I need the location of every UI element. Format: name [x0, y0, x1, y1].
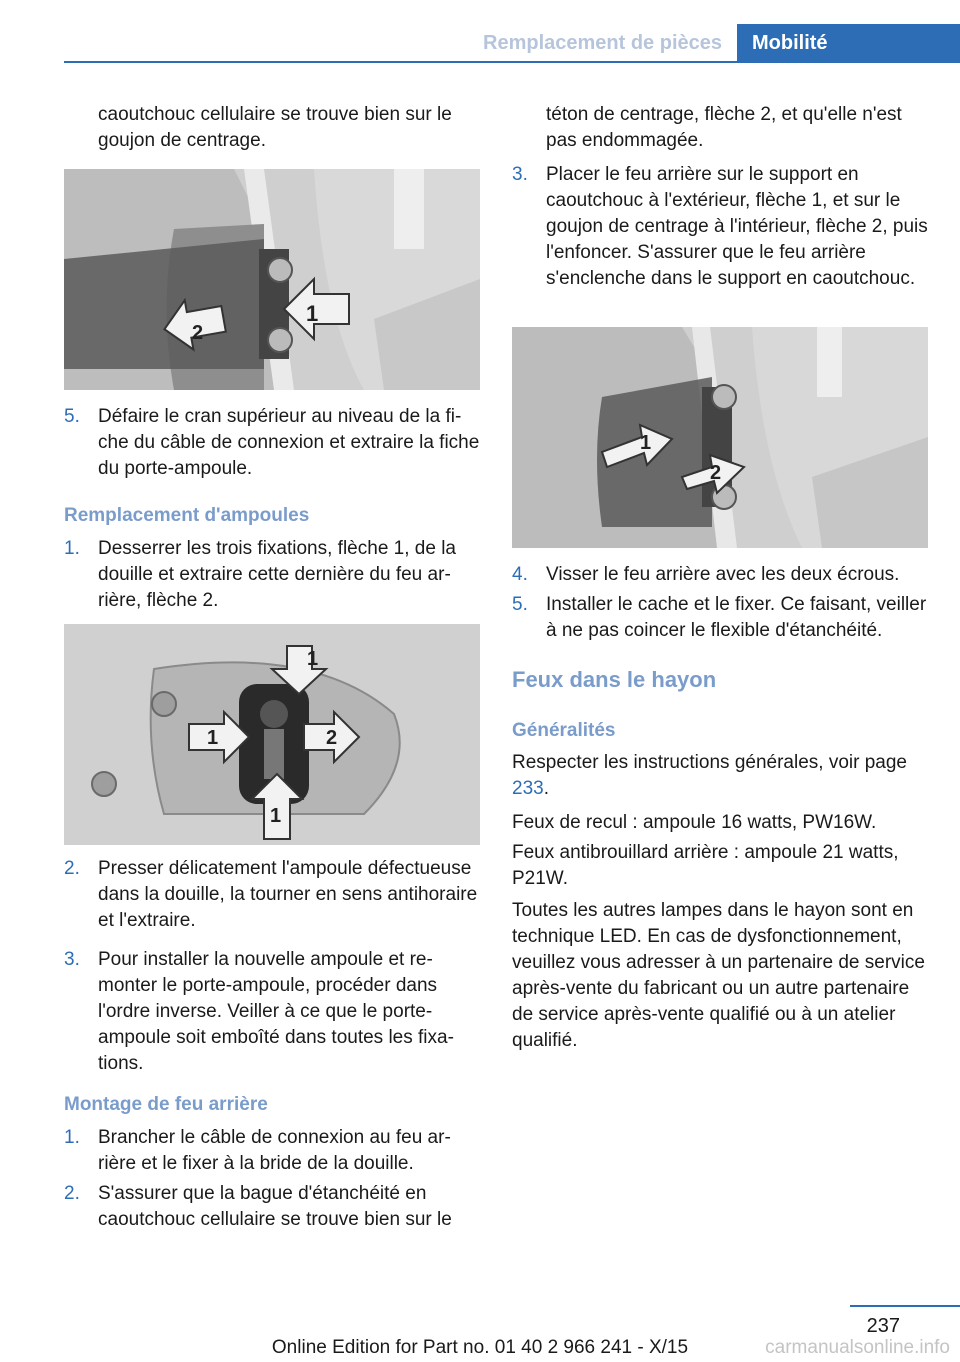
- watermark: carmanualsonline.info: [765, 1337, 950, 1358]
- paragraph-reverse-lights: Feux de recul : ampoule 16 watts, PW16W.: [512, 812, 877, 833]
- figure-tail-light-removal: [64, 169, 480, 390]
- fig1-label-arrow-2: 2: [192, 322, 204, 344]
- paragraph-general-instructions: [512, 750, 928, 802]
- step-text: Défaire le cran supérieur au niveau de la fiche du câble de connexion et extraire la fiche du porte-ampoule.: [98, 406, 480, 479]
- step-text: Installer le cache et le fixer. Ce faisant, veiller à ne pas coincer le flexible d'étanchéité.: [546, 594, 927, 641]
- paragraph-fog-lights: Feux antibrouillard arrière : ampoule 21 watts, P21W.: [512, 842, 899, 889]
- fig3-label-arrow-2: 2: [710, 462, 722, 484]
- subheading-bulb-replacement: Remplacement d'ampoules: [64, 505, 310, 526]
- step-number: 5.: [64, 406, 80, 427]
- fig2-label-right: 2: [326, 727, 338, 749]
- step-number: 1.: [64, 538, 80, 559]
- figure-bulb-socket: [64, 624, 480, 845]
- footer-rule: [850, 1305, 960, 1307]
- subheading-general: Généralités: [512, 720, 616, 741]
- fig1-label-arrow-1: 1: [306, 301, 319, 326]
- step-text: Placer le feu arrière sur le support en caoutchouc à l'extérieur, flèche 1, et sur le goujon de centrage à l'intérieur, flèche 2, puis l'enfoncer. S'assurer que le feu arrière s'enclenche dans le support en caoutchouc.: [546, 164, 928, 289]
- paragraph-led-lamps: Toutes les autres lampes dans le hayon sont en technique LED. En cas de dysfonctionnement, veuillez vous adresser à un partenaire de service après-vente du fabricant ou un autre partenaire de service après-vente qualifié ou à un atelier qualifié.: [512, 900, 925, 1051]
- page-reference-link[interactable]: 233: [512, 778, 544, 799]
- step-number: 3.: [64, 949, 80, 970]
- page-header: [0, 0, 960, 62]
- fig3-label-arrow-1: 1: [640, 432, 652, 454]
- footer-edition-text: Online Edition for Part no. 01 40 2 966 241 - X/15: [271, 1337, 689, 1358]
- subheading-tail-light-mounting: Montage de feu arrière: [64, 1094, 268, 1115]
- step-text: S'assurer que la bague d'étanchéité en caoutchouc cellulaire se trouve bien sur le: [98, 1183, 452, 1230]
- header-section-title: Remplacement de pièces: [483, 32, 722, 54]
- step-number: 4.: [512, 564, 528, 585]
- step-number: 5.: [512, 594, 528, 615]
- header-rule: [64, 61, 960, 63]
- left-intro-text: caoutchouc cellulaire se trouve bien sur le goujon de centrage.: [98, 104, 452, 151]
- step-number: 3.: [512, 164, 528, 185]
- step-text: Visser le feu arrière avec les deux écrous.: [546, 564, 900, 585]
- fig2-label-left: 1: [207, 727, 219, 749]
- paragraph-text: .: [543, 778, 549, 799]
- paragraph-text: Respecter les instructions générales, voir page: [512, 752, 907, 773]
- heading-tailgate-lights: Feux dans le hayon: [512, 667, 717, 692]
- right-intro-text: téton de centrage, flèche 2, et qu'elle n'est pas endommagée.: [546, 104, 902, 151]
- fig2-label-top: 1: [307, 648, 319, 670]
- step-number: 2.: [64, 858, 80, 879]
- step-text: Brancher le câble de connexion au feu arrière et le fixer à la bride de la douille.: [98, 1127, 451, 1174]
- step-number: 2.: [64, 1183, 80, 1204]
- step-number: 1.: [64, 1127, 80, 1148]
- figure-tail-light-installation: [512, 327, 928, 548]
- step-text: Presser délicatement l'ampoule défectueuse dans la douille, la tourner en sens antihoraire et l'extraire.: [98, 858, 478, 931]
- page-number: 237: [866, 1315, 900, 1337]
- step-text: Pour installer la nouvelle ampoule et remonter le porte-ampoule, procéder dans l'ordre inverse. Veiller à ce que le porte-ampoule soit emboîté dans toutes les fixations.: [98, 949, 454, 1074]
- header-chapter-tab[interactable]: Mobilité: [737, 24, 960, 62]
- fig2-label-bottom: 1: [270, 805, 282, 827]
- step-text: Desserrer les trois fixations, flèche 1, de la douille et extraire cette dernière du feu arrière, flèche 2.: [98, 538, 456, 611]
